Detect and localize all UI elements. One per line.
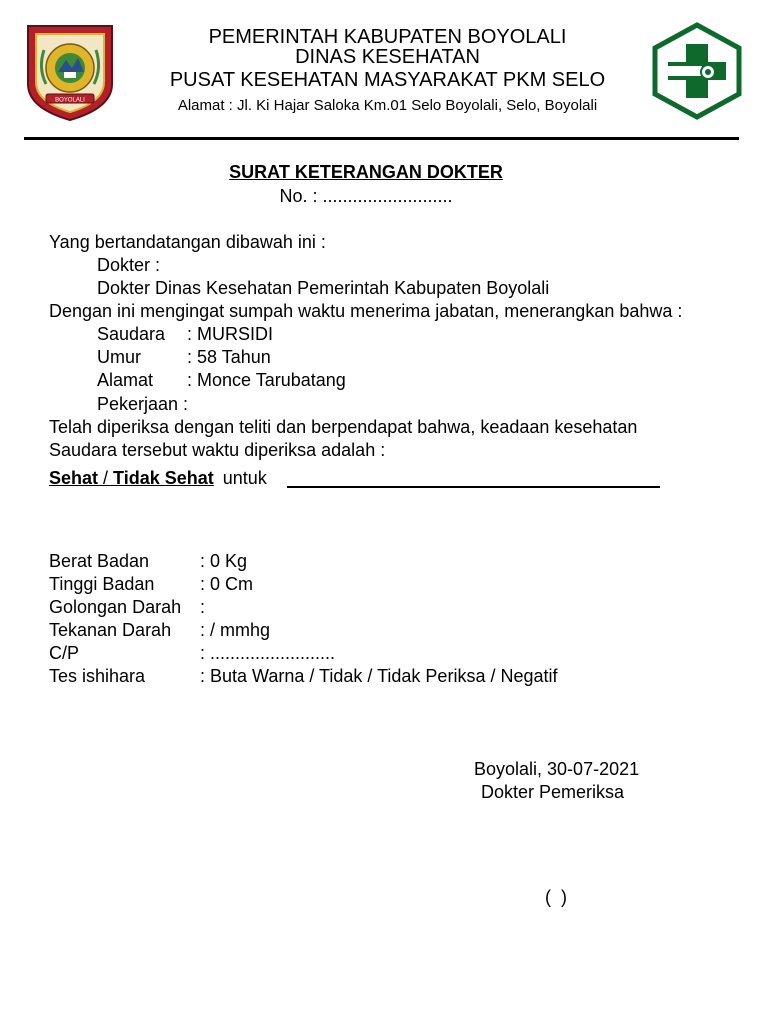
- weight-label: Berat Badan: [49, 551, 150, 571]
- document-title: SURAT KETERANGAN DOKTER: [229, 162, 503, 182]
- cp-value: : .........................: [200, 643, 336, 663]
- blood-pressure-value: : / mmhg: [200, 620, 271, 640]
- statement-text: Dengan ini mengingat sumpah waktu menerima jabatan, menerangkan bahwa :: [49, 301, 683, 321]
- document-number: No. : ..........................: [279, 186, 453, 206]
- ishihara-value: : Buta Warna / Tidak / Tidak Periksa / Negatif: [200, 666, 558, 686]
- health-status-untuk: untuk: [222, 468, 267, 488]
- header-line-1: PEMERINTAH KABUPATEN BOYOLALI: [208, 26, 567, 48]
- patient-age-label: Umur: [97, 347, 141, 367]
- blood-type-label: Golongan Darah: [49, 597, 182, 617]
- health-status-separator: /: [98, 468, 114, 488]
- patient-age-value: : 58 Tahun: [187, 347, 271, 367]
- header-address: Alamat : Jl. Ki Hajar Saloka Km.01 Selo Boyolali, Selo, Boyolali: [177, 97, 598, 114]
- header-line-3: PUSAT KESEHATAN MASYARAKAT PKM SELO: [169, 69, 606, 91]
- blood-pressure-label: Tekanan Darah: [49, 620, 172, 640]
- intro-text: Yang bertandatangan dibawah ini :: [49, 232, 326, 252]
- patient-address-label: Alamat: [97, 370, 154, 390]
- health-status-line: [49, 468, 267, 489]
- signature-name-brackets: ( ): [545, 887, 567, 907]
- height-label: Tinggi Badan: [49, 574, 155, 594]
- exam-text-line-2: Saudara tersebut waktu diperiksa adalah :: [49, 440, 386, 460]
- doctor-office: Dokter Dinas Kesehatan Pemerintah Kabupaten Boyolali: [97, 278, 550, 298]
- weight-value: : 0 Kg: [200, 551, 248, 571]
- blood-type-value: :: [200, 597, 206, 617]
- patient-occupation-label: Pekerjaan :: [97, 394, 189, 414]
- height-value: : 0 Cm: [200, 574, 254, 594]
- emblem-scroll-text: BOYOLALI: [55, 97, 85, 104]
- patient-name-label: Saudara: [97, 324, 166, 344]
- health-status-tidak-sehat: Tidak Sehat: [113, 468, 214, 488]
- patient-name-value: : MURSIDI: [187, 324, 274, 344]
- boyolali-emblem-icon: [24, 22, 116, 122]
- puskesmas-logo-icon: [650, 22, 744, 120]
- exam-text-line-1: Telah diperiksa dengan teliti dan berpendapat bahwa, keadaan kesehatan: [49, 417, 638, 437]
- signature-place-date: Boyolali, 30-07-2021: [474, 759, 640, 779]
- health-status-sehat: Sehat: [49, 468, 99, 488]
- header-line-2: DINAS KESEHATAN: [295, 46, 480, 68]
- doctor-label: Dokter :: [97, 255, 161, 275]
- patient-address-value: : Monce Tarubatang: [187, 370, 346, 390]
- cp-label: C/P: [49, 643, 80, 663]
- signature-role: Dokter Pemeriksa: [481, 782, 625, 802]
- header-divider: [24, 137, 739, 140]
- ishihara-label: Tes ishihara: [49, 666, 146, 686]
- purpose-blank-line: [287, 486, 660, 488]
